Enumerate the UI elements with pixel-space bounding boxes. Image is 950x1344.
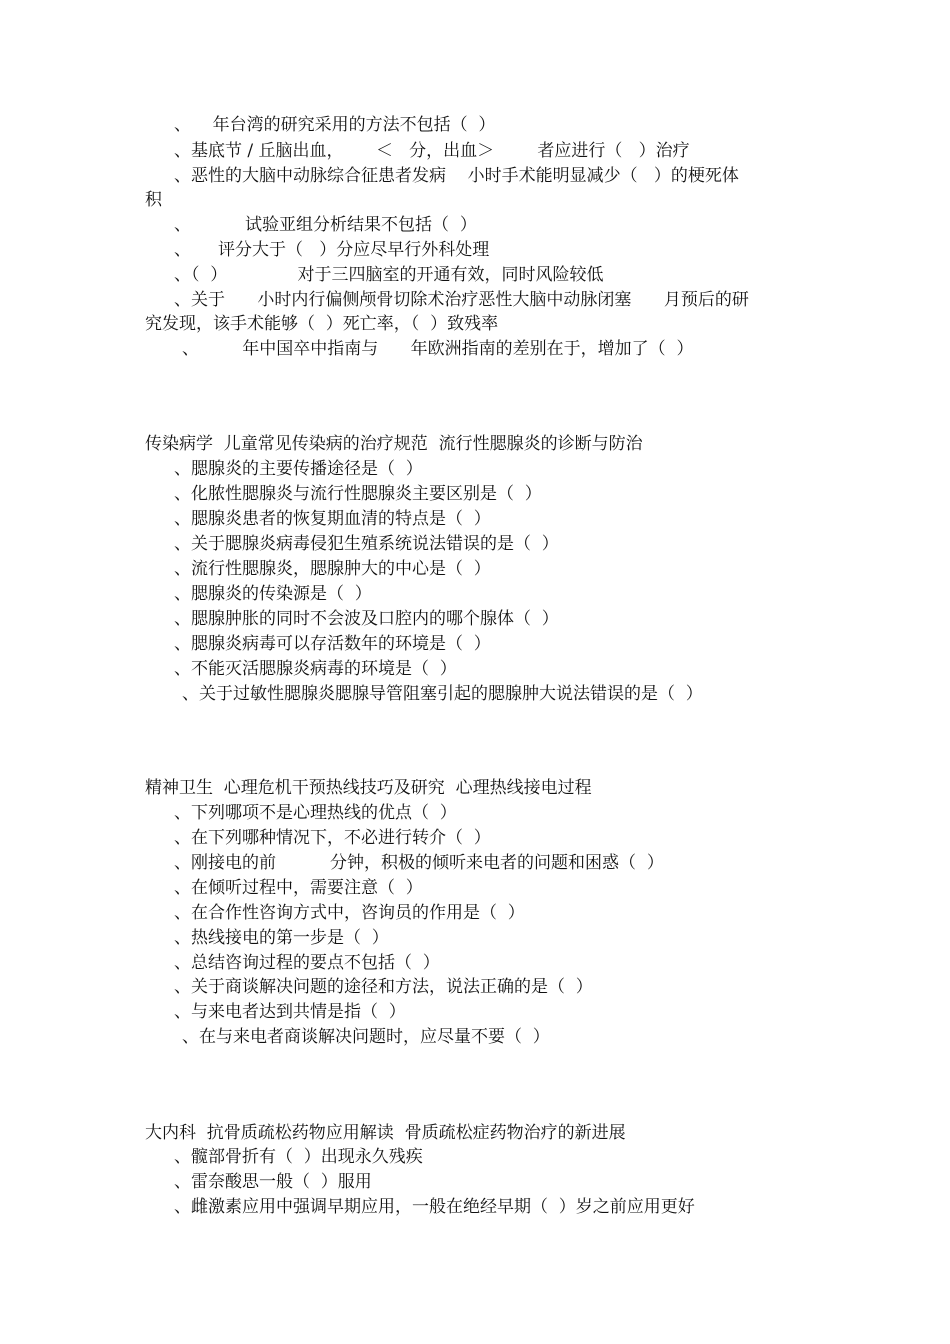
question-line: 、热线接电的第一步是（ ） [174, 928, 389, 948]
section-header: 精神卫生 心理危机干预热线技巧及研究 心理热线接电过程 [145, 778, 592, 798]
question-line: 、腮腺炎病毒可以存活数年的环境是（ ） [174, 634, 491, 654]
question-line: 、关于 小时内行偏侧颅骨切除术治疗恶性大脑中动脉闭塞 月预后的研 [174, 290, 749, 310]
question-line: 、基底节 / 丘脑出血， ＜ 分，出血＞ 者应进行（ ）治疗 [174, 141, 690, 161]
question-line: 、（ ） 对于三四脑室的开通有效，同时风险较低 [174, 265, 604, 285]
question-line: 、腮腺炎的主要传播途径是（ ） [174, 459, 423, 479]
question-line: 、 年中国卒中指南与 年欧洲指南的差别在于，增加了（ ） [182, 339, 694, 359]
question-line: 、腮腺炎患者的恢复期血清的特点是（ ） [174, 509, 491, 529]
question-line: 、关于商谈解决问题的途径和方法，说法正确的是（ ） [174, 977, 593, 997]
question-line: 、流行性腮腺炎，腮腺肿大的中心是（ ） [174, 559, 491, 579]
question-line: 、 年台湾的研究采用的方法不包括（ ） [174, 115, 496, 135]
section-header: 大内科 抗骨质疏松药物应用解读 骨质疏松症药物治疗的新进展 [145, 1123, 626, 1143]
question-line: 、髋部骨折有（ ）出现永久残疾 [174, 1147, 423, 1167]
question-line: 、关于腮腺炎病毒侵犯生殖系统说法错误的是（ ） [174, 534, 559, 554]
question-line: 、在合作性咨询方式中，咨询员的作用是（ ） [174, 903, 525, 923]
question-line: 、在下列哪种情况下，不必进行转介（ ） [174, 828, 491, 848]
question-line: 、 试验亚组分析结果不包括（ ） [174, 215, 477, 235]
question-line: 、恶性的大脑中动脉综合征患者发病 小时手术能明显减少（ ）的梗死体 [174, 166, 739, 186]
question-line: 、总结咨询过程的要点不包括（ ） [174, 953, 440, 973]
question-line: 、关于过敏性腮腺炎腮腺导管阻塞引起的腮腺肿大说法错误的是（ ） [182, 684, 703, 704]
question-line: 、雷奈酸思一般（ ）服用 [174, 1172, 372, 1192]
question-line: 、刚接电的前 分钟，积极的倾听来电者的问题和困惑（ ） [174, 853, 664, 873]
question-line: 、腮腺炎的传染源是（ ） [174, 584, 372, 604]
question-line: 、 评分大于（ ）分应尽早行外科处理 [174, 240, 490, 260]
question-line: 、在倾听过程中，需要注意（ ） [174, 878, 423, 898]
question-line: 、不能灭活腮腺炎病毒的环境是（ ） [174, 659, 457, 679]
question-line: 、雌激素应用中强调早期应用，一般在绝经早期（ ）岁之前应用更好 [174, 1197, 695, 1217]
question-line: 、下列哪项不是心理热线的优点（ ） [174, 803, 457, 823]
question-line: 、在与来电者商谈解决问题时，应尽量不要（ ） [182, 1027, 550, 1047]
question-line: 、化脓性腮腺炎与流行性腮腺炎主要区别是（ ） [174, 484, 542, 504]
section-header: 传染病学 儿童常见传染病的治疗规范 流行性腮腺炎的诊断与防治 [145, 434, 643, 454]
question-line-continuation: 积 [145, 190, 162, 210]
question-line-continuation: 究发现，该手术能够（ ）死亡率，（ ）致残率 [145, 314, 499, 334]
question-line: 、与来电者达到共情是指（ ） [174, 1002, 406, 1022]
question-line: 、腮腺肿胀的同时不会波及口腔内的哪个腺体（ ） [174, 609, 559, 629]
